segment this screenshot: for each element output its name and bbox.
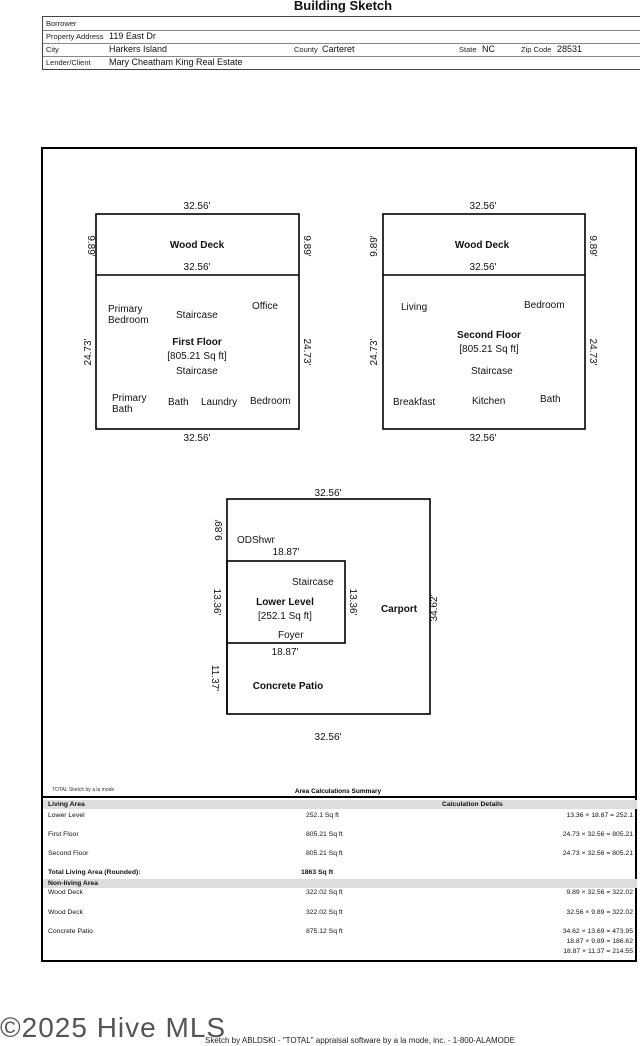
second-living: Living (401, 302, 428, 313)
city-label: City (46, 45, 59, 54)
total-living-value: 1863 Sq ft (301, 869, 334, 876)
second-floor-area: [805.21 Sq ft] (459, 344, 519, 355)
second-top-dim: 32.56' (469, 201, 497, 212)
second-bedroom: Bedroom (524, 300, 565, 311)
carport-bottom-dim: 32.56' (314, 732, 342, 743)
odshwr-label: ODShwr (237, 535, 275, 546)
borrower-label: Borrower (46, 19, 77, 28)
nonliving-band (43, 879, 637, 888)
first-office: Office (252, 301, 278, 312)
software-footer: Sketch by ABLDSKI - "TOTAL" appraisal software by a la mode, inc. - 1-800-ALAMODE (205, 1036, 515, 1045)
first-floor-name: First Floor (172, 337, 222, 348)
zip-value: 28531 (557, 44, 583, 54)
row-lower-detail: 13.36 × 18.87 = 252.1 (566, 812, 633, 819)
total-living-label: Total Living Area (Rounded): (48, 869, 141, 876)
second-staircase: Staircase (471, 366, 513, 377)
lower-staircase: Staircase (292, 577, 334, 588)
second-deck-right-dim: 9.89' (587, 235, 598, 257)
nonliving-area-label: Non-living Area (48, 880, 98, 887)
first-deck-label: Wood Deck (169, 240, 225, 251)
second-breakfast: Breakfast (393, 397, 436, 408)
lender-value: Mary Cheatham King Real Estate (109, 57, 243, 67)
patio-left-dim: 11.37' (209, 664, 220, 692)
second-mid-dim: 32.56' (469, 262, 497, 273)
first-staircase-top: Staircase (176, 310, 218, 321)
second-bottom-dim: 32.56' (469, 433, 497, 444)
row-patio-detail-3: 18.87 × 11.37 = 214.55 (563, 948, 633, 955)
second-left-dim: 24.73' (369, 338, 380, 366)
first-deck-left-dim: 9.89' (85, 235, 96, 257)
city-value: Harkers Island (109, 44, 168, 54)
row-second-name: Second Floor (48, 850, 89, 857)
second-bath: Bath (540, 394, 561, 405)
county-value: Carteret (322, 44, 355, 54)
carport-left-top-dim: 9.89' (214, 519, 225, 541)
address-label: Property Address (46, 32, 104, 41)
second-deck-left-dim: 9.89' (369, 235, 380, 257)
row-deck1-area: 322.02 Sq ft (306, 889, 343, 896)
first-right-dim: 24.73' (301, 338, 312, 366)
second-deck-label: Wood Deck (454, 240, 510, 251)
lower-level-name: Lower Level (256, 597, 314, 608)
row-second-detail: 24.73 × 32.56 = 805.21 (562, 850, 633, 857)
second-kitchen: Kitchen (472, 396, 506, 407)
living-band (43, 800, 637, 809)
row-patio-area: 875.12 Sq ft (306, 928, 343, 935)
first-laundry: Laundry (201, 397, 238, 408)
carport-label: Carport (380, 604, 418, 615)
page-title: Building Sketch (293, 0, 393, 13)
row-patio-detail-2: 18.87 × 9.89 = 186.62 (566, 938, 633, 945)
first-bottom-dim: 32.56' (183, 433, 211, 444)
lender-label: Lender/Client (46, 58, 91, 67)
row-deck2-detail: 32.56 × 9.89 = 322.02 (566, 909, 633, 916)
row-deck2-area: 322.02 Sq ft (306, 909, 343, 916)
hive-mls-watermark: ©2025 Hive MLS (0, 1012, 227, 1043)
first-bedroom: Bedroom (250, 396, 291, 407)
first-primary-bedroom-1: Primary (108, 304, 143, 315)
state-label: State (459, 45, 477, 54)
first-floor-area: [805.21 Sq ft] (167, 351, 227, 362)
state-value: NC (482, 44, 495, 54)
row-first-area: 805.21 Sq ft (306, 831, 343, 838)
row-deck1-detail: 9.89 × 32.56 = 322.02 (566, 889, 633, 896)
address-value: 119 East Dr (109, 31, 156, 41)
calc-details-label: Calculation Details (442, 801, 503, 808)
first-staircase-bottom: Staircase (176, 366, 218, 377)
first-deck-right-dim: 9.89' (301, 235, 312, 257)
row-patio-detail: 34.62 × 13.69 = 473.95 (562, 928, 633, 935)
row-first-detail: 24.73 × 32.56 = 805.21 (562, 831, 633, 838)
living-area-label: Living Area (48, 801, 85, 808)
patio-label: Concrete Patio (252, 681, 324, 692)
sketch-note: TOTAL Sketch by a la mode (52, 787, 115, 793)
first-primary-bedroom-2: Bedroom (108, 315, 149, 326)
lower-foyer: Foyer (278, 630, 304, 641)
row-lower-name: Lower Level (48, 812, 85, 819)
zip-label: Zip Code (521, 45, 552, 54)
carport-right-dim: 34.62' (429, 594, 440, 622)
lower-level-area: [252.1 Sq ft] (258, 611, 312, 622)
row-first-name: First Floor (48, 831, 79, 838)
second-floor-name: Second Floor (457, 330, 521, 341)
first-top-dim: 32.56' (183, 201, 211, 212)
first-mid-dim: 32.56' (183, 262, 211, 273)
lower-bottom-dim: 18.87' (271, 647, 299, 658)
row-lower-area: 252.1 Sq ft (306, 812, 339, 819)
row-second-area: 805.21 Sq ft (306, 850, 343, 857)
lower-top-dim: 18.87' (272, 547, 300, 558)
area-calculations-table (43, 796, 637, 964)
first-primary-bath-2: Bath (112, 404, 133, 415)
lower-left-dim: 13.36' (211, 588, 222, 616)
lower-right-dim: 13.36' (347, 588, 358, 616)
second-right-dim: 24.73' (587, 338, 598, 366)
row-deck2-name: Wood Deck (48, 909, 84, 916)
calc-heading: Area Calculations Summary (294, 788, 382, 795)
row-patio-name: Concrete Patio (48, 928, 93, 935)
first-left-dim: 24.73' (83, 338, 94, 366)
first-bath: Bath (168, 397, 189, 408)
first-primary-bath-1: Primary (112, 393, 147, 404)
county-label: County (294, 45, 318, 54)
row-deck1-name: Wood Deck (48, 889, 84, 896)
carport-top-dim: 32.56' (314, 488, 342, 499)
